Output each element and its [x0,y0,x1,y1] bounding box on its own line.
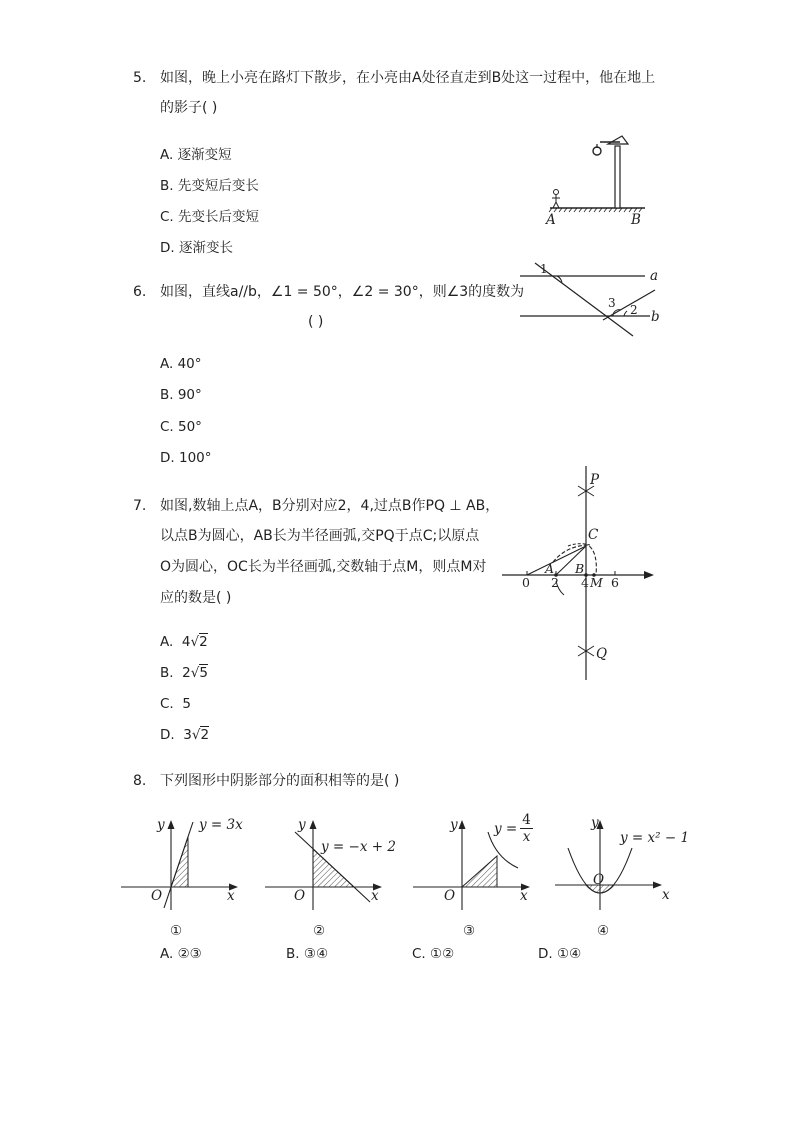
q8-option-b: B. ③④ [286,946,329,962]
q5-option-b: B. 先变短后变长 [160,178,259,194]
q6-line-b-label: b [651,309,660,325]
q6-option-a: A. 40° [160,356,202,372]
q8-g3-index: ③ [463,923,476,939]
q7-option-d: D. 3√2 [160,727,210,743]
q8-g1-xlabel: x [227,888,235,904]
q8-g2-index: ② [313,923,326,939]
q5-label-a: A [546,212,556,228]
q8-g3-ylabel: y [450,817,458,833]
q7-label-p: P [590,472,600,488]
q7-option-c: C. 5 [160,696,191,712]
q8-g1-origin: O [151,888,163,904]
q8-g2-origin: O [294,888,306,904]
q8-g4-origin: O [593,872,605,888]
q6-option-c: C. 50° [160,419,202,435]
q8-option-c: C. ①② [412,946,455,962]
q7-label-a: A [545,561,555,576]
q8-g1-equation: y = 3x [199,817,243,833]
q8-g3-xlabel: x [520,888,528,904]
q7-text-line3: O为圆心，OC长为半径画弧,交数轴于点M，则点M对 [160,559,487,575]
q5-text-line2: 的影子( ) [160,100,218,116]
q5-option-a: A. 逐渐变短 [160,147,232,163]
sqrt-icon: √ [190,665,200,681]
q8-option-d: D. ①④ [538,946,582,962]
q8-g3-origin: O [444,888,456,904]
q5-option-d: D. 逐渐变长 [160,240,233,256]
q7-text-line4: 应的数是( ) [160,590,232,606]
q5-option-c: C. 先变长后变短 [160,209,260,225]
q7-label-q: Q [596,646,608,662]
q6-option-b: B. 90° [160,387,202,403]
q6-text-line1: 如图，直线a//b，∠1 = 50°，∠2 = 30°，则∠3的度数为 [160,284,525,300]
fraction: $\frac{4}{x}$ [522,812,531,845]
q8-g1-index: ① [170,923,183,939]
sqrt-icon: √ [191,727,201,743]
sqrt-icon: √ [190,634,200,650]
q6-line-a-label: a [650,268,659,284]
q7-option-b: B. 2√5 [160,665,208,681]
q8-number: 8. [133,773,147,789]
q8-g4-ylabel: y [591,815,599,831]
q8-g2-xlabel: x [371,888,379,904]
q8-g4-equation: y = x² − 1 [620,830,690,846]
q8-graph-4 [552,812,680,912]
q7-label-four: 4 [581,575,589,590]
q7-label-six: 6 [611,575,619,590]
q8-g4-xlabel: x [662,887,670,903]
q8-g1-ylabel: y [157,817,165,833]
q7-number: 7. [133,498,147,514]
q7-label-m: M [590,575,603,590]
q8-g2-equation: y = −x + 2 [321,839,396,855]
q6-text-line2: ( ) [308,314,324,330]
q8-option-a: A. ②③ [160,946,202,962]
q8-g4-index: ④ [597,923,610,939]
q8-g3-equation: y = $\frac{4}{x}$ [494,812,531,845]
q6-angle2-label: 2 [630,303,638,317]
q6-angle3-label: 3 [608,296,616,310]
q5-text-line1: 如图，晚上小亮在路灯下散步，在小亮由A处径直走到B处这一过程中，他在地上 [160,70,656,86]
q6-number: 6. [133,284,147,300]
q6-option-d: D. 100° [160,450,212,466]
q6-figure-parallel-lines [515,258,665,340]
q8-g2-ylabel: y [298,817,306,833]
q5-number: 5. [133,70,147,86]
q8-text-line1: 下列图形中阴影部分的面积相等的是( ) [160,773,400,789]
q7-label-two: 2 [551,575,559,590]
q7-text-line2: 以点B为圆心，AB长为半径画弧,交PQ于点C;以原点 [160,528,480,544]
q7-text-line1: 如图,数轴上点A，B分别对应2，4,过点B作PQ ⊥ AB， [160,498,500,514]
q7-label-b: B [575,561,585,576]
q5-label-b: B [631,212,641,228]
q6-angle1-label: 1 [540,262,548,276]
q7-option-a: A. 4√2 [160,634,208,650]
q7-label-origin: 0 [522,575,530,590]
q7-label-c: C [588,527,599,543]
